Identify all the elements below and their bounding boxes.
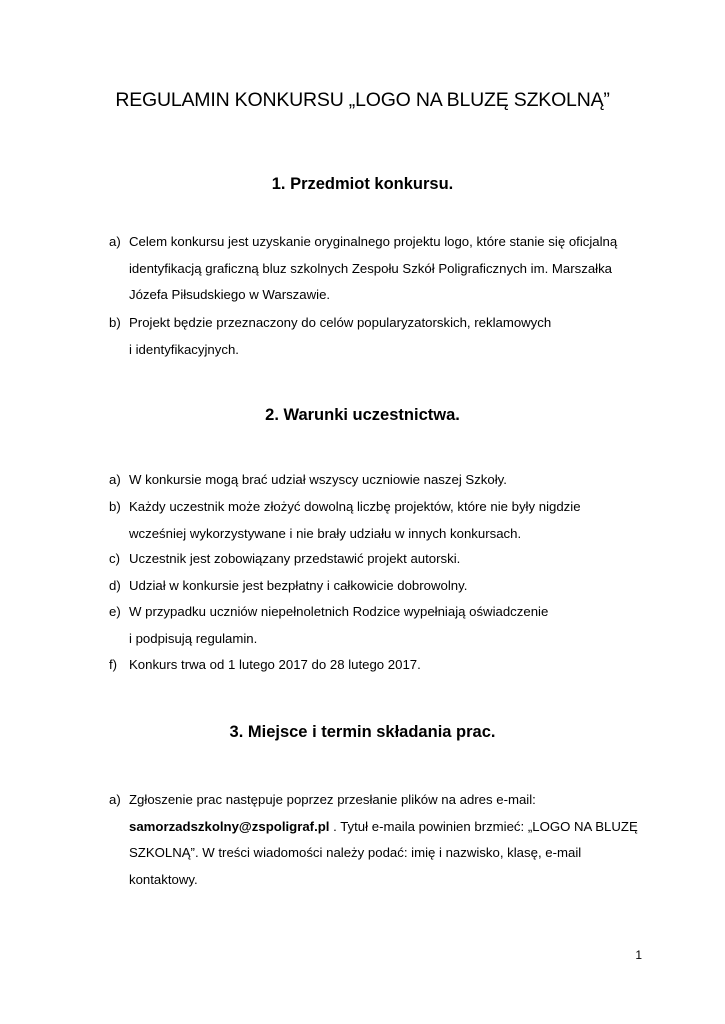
list-marker: f) — [109, 657, 118, 672]
list-marker: b) — [109, 499, 121, 514]
list-marker: d) — [109, 578, 121, 593]
item-text-segment: . Tytuł e-maila powinien brzmieć: „LOGO NA BLUZĘ — [329, 818, 638, 834]
item-text-line: Każdy uczestnik może złożyć dowolną liczbę projektów, które nie były nigdzie — [129, 499, 581, 514]
section-3-heading: 3. Miejsce i termin składania prac. — [229, 723, 496, 741]
section-1-heading: 1. Przedmiot konkursu. — [271, 175, 454, 193]
list-marker: a) — [109, 792, 121, 807]
item-text-line: Projekt będzie przeznaczony do celów popularyzatorskich, reklamowych — [129, 315, 552, 330]
document-title: REGULAMIN KONKURSU „LOGO NA BLUZĘ SZKOLNĄ” — [115, 89, 610, 111]
item-text-line: SZKOLNĄ”. W treści wiadomości należy podać: imię i nazwisko, klasę, e-mail — [129, 845, 582, 860]
item-text-line: Celem konkursu jest uzyskanie oryginalnego projektu logo, które stanie się oficjalną — [129, 234, 618, 249]
page-number: 1 — [635, 948, 642, 962]
section-2-heading: 2. Warunki uczestnictwa. — [265, 406, 460, 424]
item-text-line: Konkurs trwa od 1 lutego 2017 do 28 lutego 2017. — [129, 657, 421, 672]
item-text-line — [129, 814, 638, 841]
item-text-line: i podpisują regulamin. — [129, 630, 258, 646]
item-text-line: wcześniej wykorzystywane i nie brały udziału w innych konkursach. — [129, 525, 522, 541]
list-marker: e) — [109, 604, 121, 619]
item-text-line: W konkursie mogą brać udział wszyscy uczniowie naszej Szkoły. — [129, 472, 507, 487]
item-text-line: Udział w konkursie jest bezpłatny i całkowicie dobrowolny. — [129, 578, 468, 593]
item-text-line: Uczestnik jest zobowiązany przedstawić projekt autorski. — [129, 551, 461, 566]
list-marker: a) — [109, 472, 121, 487]
item-text-line: identyfikacją graficzną bluz szkolnych Zespołu Szkół Poligraficznych im. Marszałka — [129, 260, 613, 276]
list-marker: b) — [109, 315, 121, 330]
list-marker: c) — [109, 551, 120, 566]
item-text-line: Zgłoszenie prac następuje poprzez przesłanie plików na adres e-mail: — [129, 792, 536, 807]
contact-email: samorzadszkolny@zspoligraf.pl — [129, 818, 330, 834]
item-text-line: W przypadku uczniów niepełnoletnich Rodzice wypełniają oświadczenie — [129, 604, 549, 619]
list-marker: a) — [109, 234, 121, 249]
item-text-line: i identyfikacyjnych. — [129, 341, 239, 357]
item-text-line: Józefa Piłsudskiego w Warszawie. — [129, 287, 331, 302]
item-text-line: kontaktowy. — [129, 871, 198, 887]
